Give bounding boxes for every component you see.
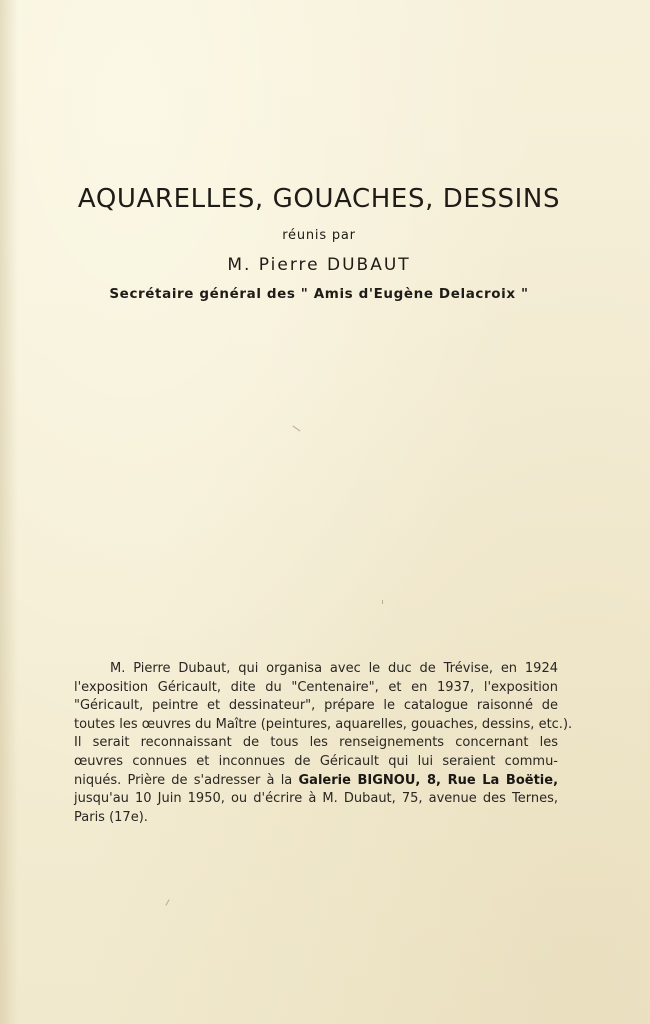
author-role: Secrétaire général des " Amis d'Eugène Delacroix ": [109, 286, 529, 302]
paper-speck: [382, 600, 383, 604]
paper-speck: [293, 426, 301, 432]
paper-speck: [165, 899, 169, 906]
catalog-title: AQUARELLES, GOUACHES, DESSINS: [77, 184, 561, 214]
page-edge-shadow: [0, 0, 18, 1024]
notice-line-2: l'exposition Géricault, dite du "Centenaire", et en 1937, l'exposition: [74, 679, 558, 695]
notice-line-8: jusqu'au 10 Juin 1950, ou d'écrire à M. Dubaut, 75, avenue des Ternes,: [74, 791, 558, 807]
author-name: M. Pierre DUBAUT: [227, 255, 411, 275]
notice-paragraph: [74, 660, 573, 827]
notice-line-5: Il serait reconnaissant de tous les renseignements concernant les: [74, 735, 558, 751]
notice-line-9: Paris (17e).: [74, 809, 148, 825]
gallery-address: Galerie BIGNOU, 8, Rue La Boëtie,: [298, 772, 559, 788]
notice-line-7: [74, 772, 558, 791]
notice-line-3: "Géricault, peintre et dessinateur", prépare le catalogue raisonné de: [74, 698, 558, 714]
notice-line-6: œuvres connues et inconnues de Géricault qui lui seraient commu-: [74, 753, 558, 769]
catalog-subtitle: réunis par: [282, 228, 356, 243]
notice-line-7-text: niqués. Prière de s'adresser à la: [74, 772, 299, 788]
notice-line-1: M. Pierre Dubaut, qui organisa avec le duc de Trévise, en 1924: [110, 661, 558, 676]
notice-line-4: toutes les œuvres du Maître (peintures, aquarelles, gouaches, dessins, etc.).: [74, 716, 573, 732]
